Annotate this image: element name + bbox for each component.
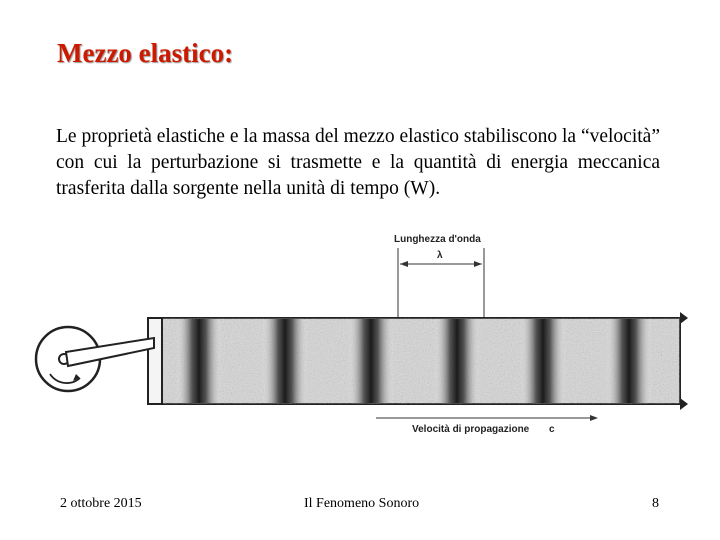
- footer-date: 2 ottobre 2015: [60, 496, 142, 511]
- lambda-symbol: λ: [437, 250, 443, 261]
- compression-band: [262, 319, 308, 403]
- slide-paragraph: Le proprietà elastiche e la massa del mezzo elastico stabiliscono la “velocità” con cui la perturbazione si trasmette e la quantità di energia meccanica trasferita dalla sorgente nella unità di tempo (W).: [56, 126, 660, 199]
- footer-page-number: 8: [652, 496, 659, 511]
- wavelength-arrow-left-head: [400, 261, 408, 267]
- wavelength-arrow-right-head: [474, 261, 482, 267]
- medium-grain: [148, 318, 680, 404]
- tube-top-arrow-icon: [680, 312, 688, 324]
- compression-band: [176, 319, 222, 403]
- compression-band: [520, 319, 566, 403]
- velocity-arrow-head: [590, 415, 598, 421]
- footer-title: Il Fenomeno Sonoro: [304, 496, 420, 511]
- piston: [148, 318, 162, 404]
- slide-title: Mezzo elastico:: [57, 38, 234, 68]
- velocity-symbol: c: [549, 424, 555, 435]
- wave-figure: [28, 228, 692, 448]
- velocity-label: Velocità di propagazione: [412, 424, 530, 435]
- wave-diagram: [28, 228, 692, 448]
- compression-band: [434, 319, 480, 403]
- tube-bottom-arrow-icon: [680, 398, 688, 410]
- compression-band: [606, 319, 652, 403]
- wavelength-label: Lunghezza d'onda: [394, 234, 481, 245]
- compression-band: [348, 319, 394, 403]
